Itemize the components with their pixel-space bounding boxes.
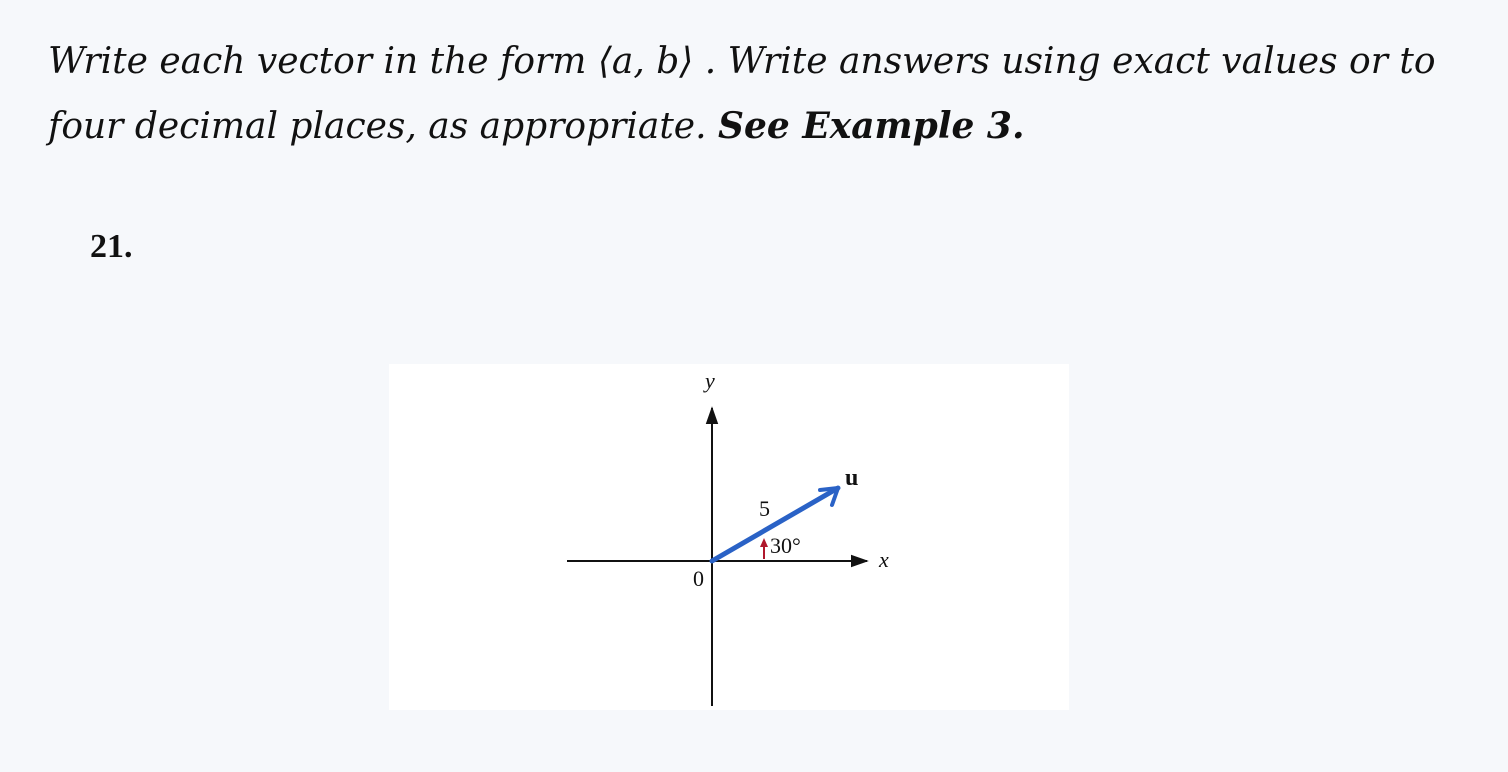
angle-marker (760, 538, 768, 559)
instructions-part2: . Write answers using exact values or to four decimal places, as appropriate. (48, 41, 1436, 147)
magnitude-label: 5 (759, 496, 770, 521)
angle-marker-arrowhead (760, 538, 768, 547)
y-axis-label: y (705, 368, 715, 393)
x-axis-label: x (879, 547, 889, 572)
instructions-text (48, 30, 1468, 159)
vector-figure (389, 364, 1069, 710)
origin-label: 0 (693, 566, 704, 591)
vector-form: ⟨a, b⟩ (597, 41, 694, 82)
example-reference: See Example 3. (717, 105, 1025, 147)
problem-number: 21. (90, 228, 133, 265)
vector-name-label: u (845, 465, 859, 491)
angle-label: 30° (770, 533, 801, 558)
vector-diagram (389, 364, 1069, 710)
instructions-part1: Write each vector in the form (48, 41, 598, 82)
